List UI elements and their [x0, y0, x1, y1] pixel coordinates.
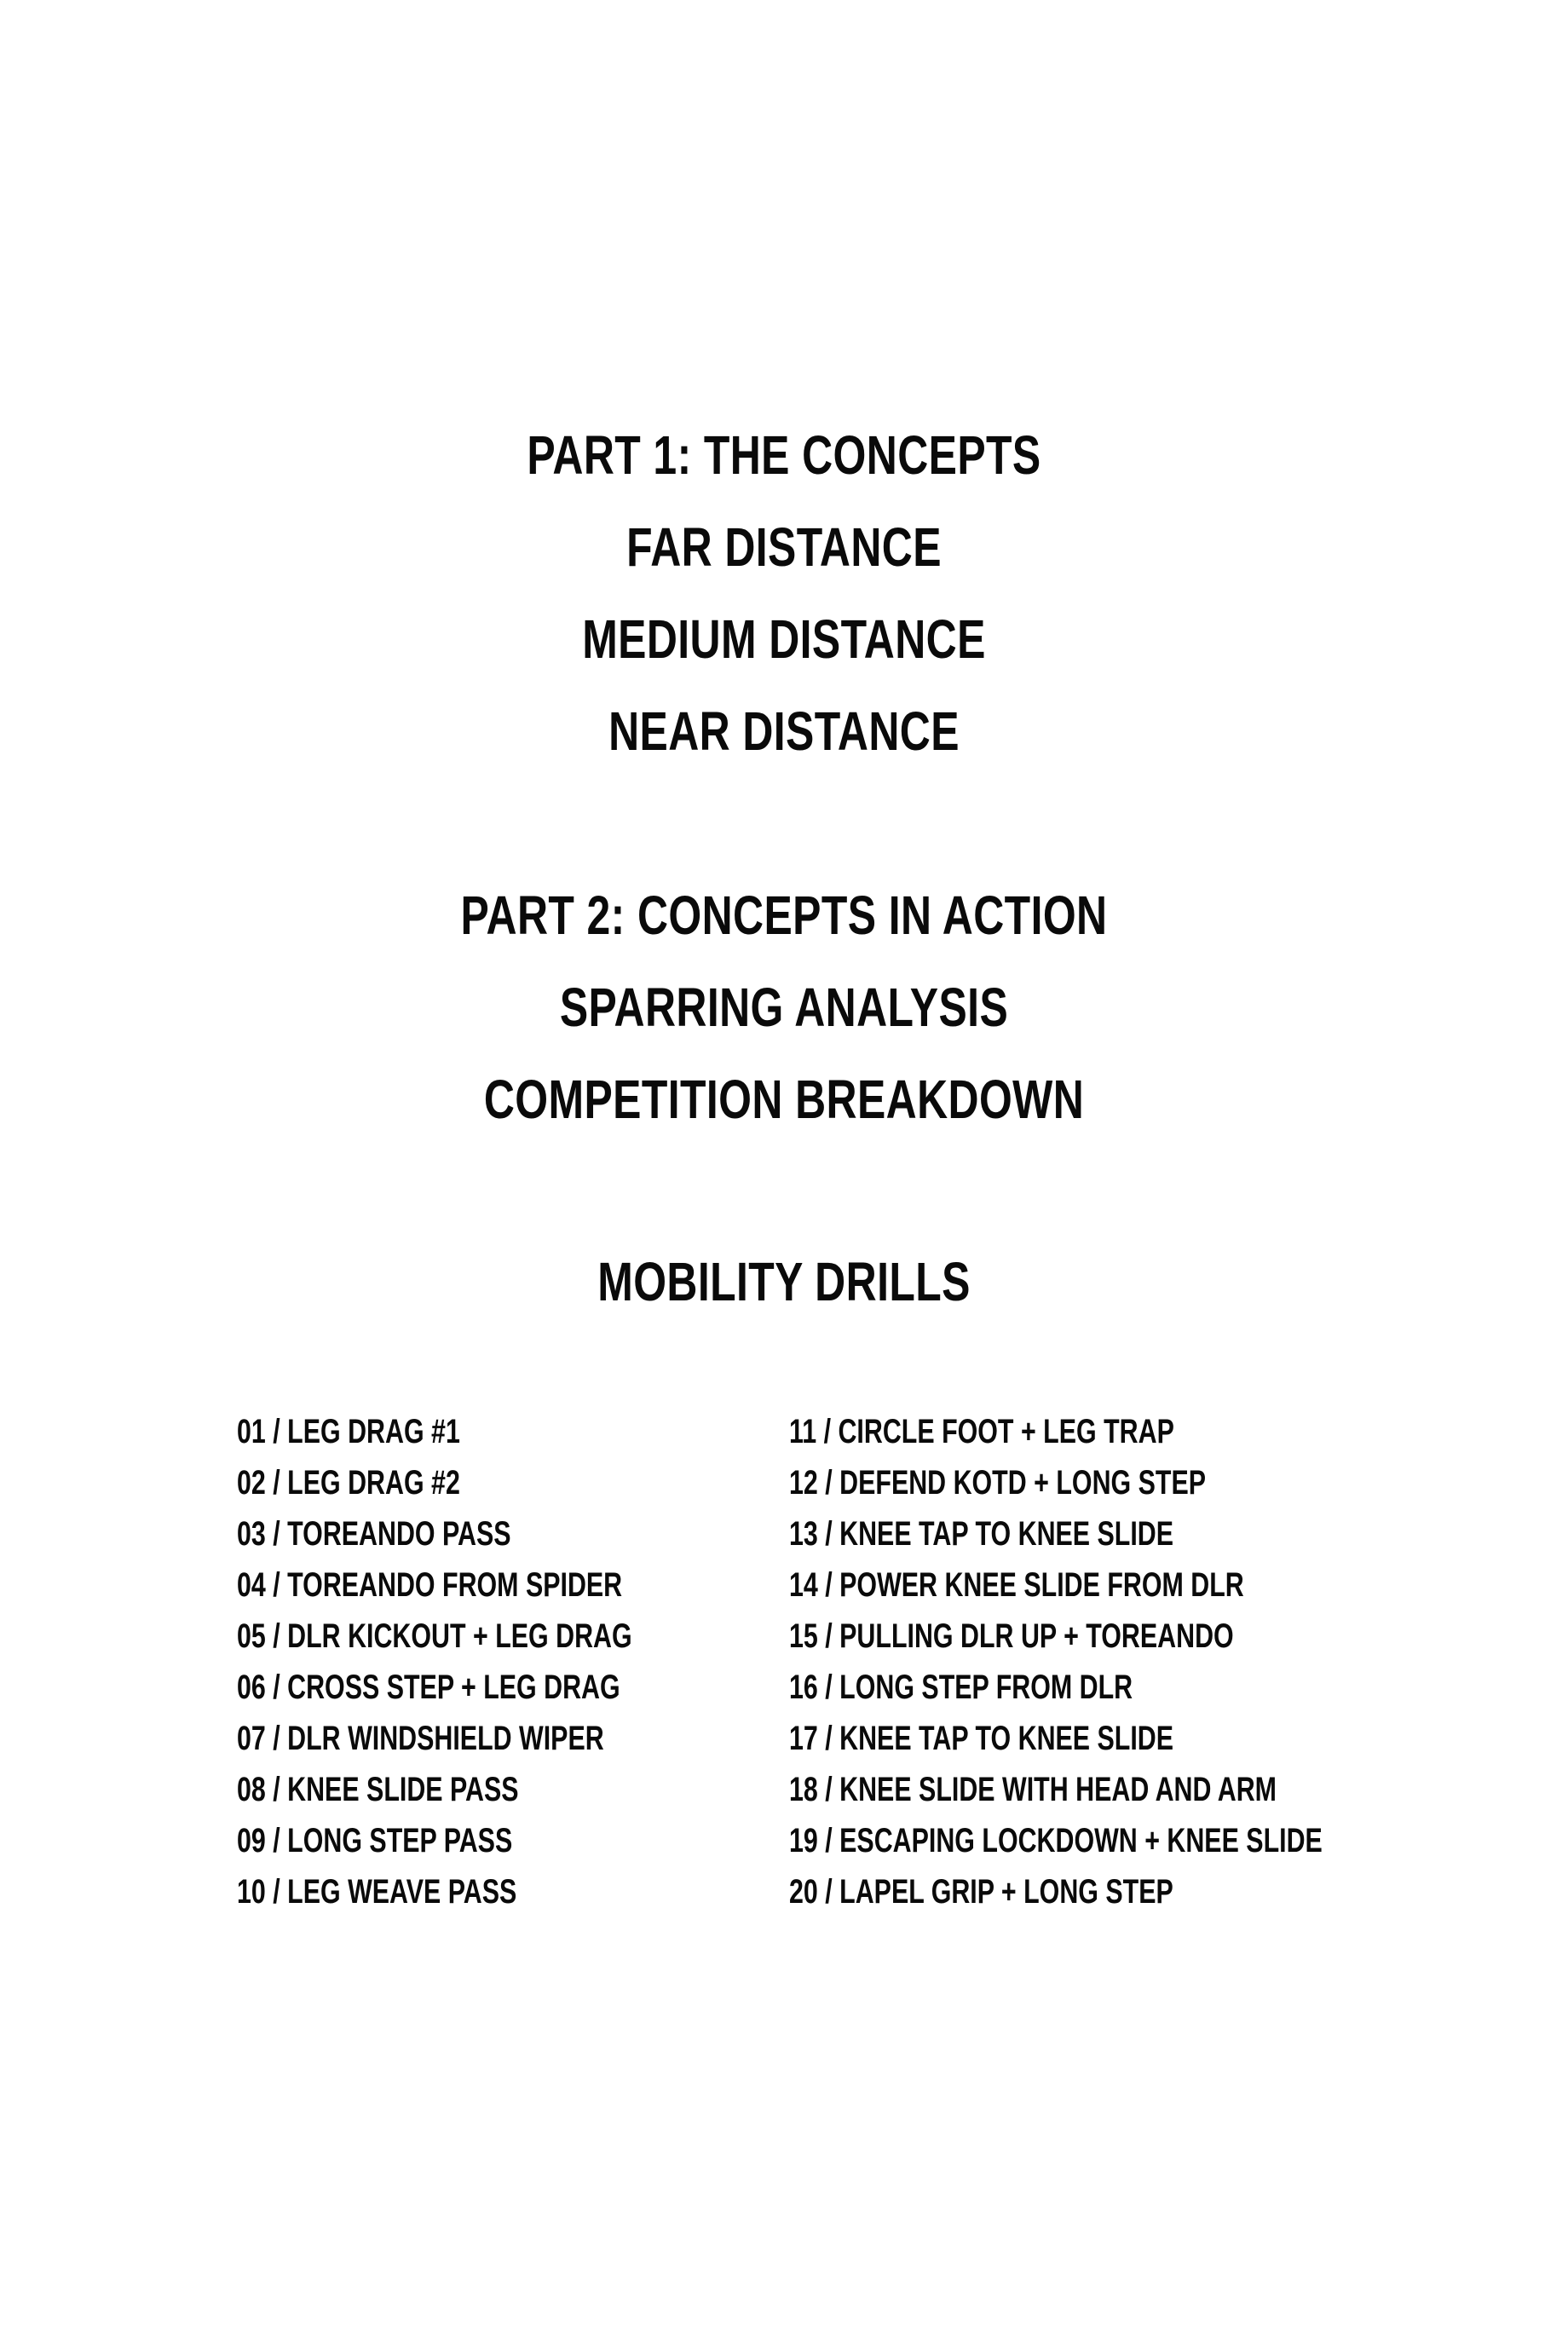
drill-item: 19 / ESCAPING LOCKDOWN + KNEE SLIDE — [789, 1822, 1323, 1859]
drill-item: 15 / PULLING DLR UP + TOREANDO — [789, 1617, 1234, 1655]
part1-title: PART 1: THE CONCEPTS — [527, 424, 1041, 486]
part1-item-far-distance: FAR DISTANCE — [626, 516, 942, 578]
part2-item-sparring-analysis: SPARRING ANALYSIS — [559, 977, 1009, 1038]
drill-item: 01 / LEG DRAG #1 — [237, 1413, 460, 1450]
mobility-title: MOBILITY DRILLS — [597, 1251, 971, 1312]
drill-item: 05 / DLR KICKOUT + LEG DRAG — [237, 1617, 632, 1655]
drill-item: 18 / KNEE SLIDE WITH HEAD AND ARM — [789, 1771, 1277, 1808]
drill-item: 06 / CROSS STEP + LEG DRAG — [237, 1669, 620, 1706]
drill-item: 12 / DEFEND KOTD + LONG STEP — [789, 1464, 1207, 1502]
drill-item: 08 / KNEE SLIDE PASS — [237, 1771, 519, 1808]
part2-title: PART 2: CONCEPTS IN ACTION — [460, 885, 1108, 946]
drill-item: 02 / LEG DRAG #2 — [237, 1464, 460, 1502]
drill-item: 04 / TOREANDO FROM SPIDER — [237, 1566, 623, 1604]
drill-item: 13 / KNEE TAP TO KNEE SLIDE — [789, 1515, 1174, 1553]
drill-item: 14 / POWER KNEE SLIDE FROM DLR — [789, 1566, 1244, 1604]
part2-item-competition-breakdown: COMPETITION BREAKDOWN — [483, 1069, 1085, 1130]
part1-section — [172, 409, 1395, 777]
drill-item: 20 / LAPEL GRIP + LONG STEP — [789, 1873, 1173, 1911]
part1-item-medium-distance: MEDIUM DISTANCE — [582, 608, 986, 670]
drill-item: 09 / LONG STEP PASS — [237, 1822, 513, 1859]
drill-item: 03 / TOREANDO PASS — [237, 1515, 511, 1553]
drill-item: 16 / LONG STEP FROM DLR — [789, 1669, 1133, 1706]
drill-item: 11 / CIRCLE FOOT + LEG TRAP — [789, 1413, 1174, 1450]
drill-item: 07 / DLR WINDSHIELD WIPER — [237, 1720, 604, 1757]
part1-item-near-distance: NEAR DISTANCE — [608, 700, 960, 762]
drills-list-left — [237, 1406, 632, 1917]
mobility-section — [172, 1236, 1395, 1328]
drill-item: 17 / KNEE TAP TO KNEE SLIDE — [789, 1720, 1174, 1757]
part2-section — [172, 869, 1395, 1145]
drills-list-right — [789, 1406, 1323, 1917]
drill-item: 10 / LEG WEAVE PASS — [237, 1873, 517, 1911]
